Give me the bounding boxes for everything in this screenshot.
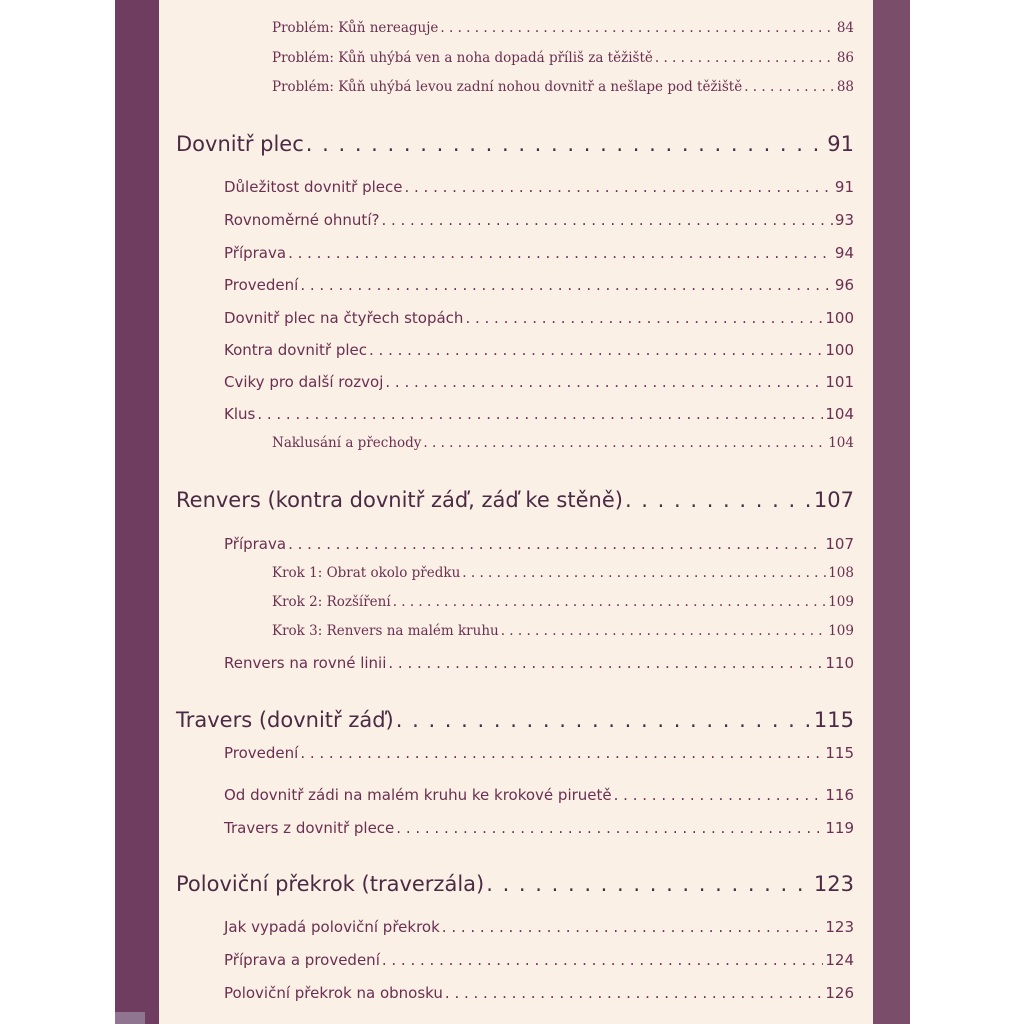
toc-entry-page: 100 bbox=[825, 309, 854, 327]
toc-entry bbox=[224, 178, 854, 196]
toc-entry-page: 93 bbox=[834, 211, 854, 229]
toc-chapter-title: Poloviční překrok (traverzála) bbox=[176, 872, 485, 896]
toc-entry-page: 101 bbox=[825, 373, 854, 391]
toc-chapter-title: Renvers (kontra dovnitř záď, záď ke stěně) bbox=[176, 488, 623, 512]
toc-entry-page: 110 bbox=[825, 654, 854, 672]
toc-entry-page: 86 bbox=[836, 50, 854, 66]
toc-entry-title: Poloviční překrok na obnosku bbox=[224, 984, 443, 1002]
toc-entry-title: Rovnoměrné ohnutí? bbox=[224, 211, 380, 229]
toc-entry-title: Kontra dovnitř plec bbox=[224, 341, 368, 359]
toc-leader-dots bbox=[396, 819, 823, 837]
toc-entry-page: 124 bbox=[825, 951, 854, 969]
right-border-band bbox=[873, 0, 910, 1024]
toc-leader-dots bbox=[614, 786, 824, 804]
toc-leader-dots bbox=[404, 178, 832, 196]
toc-entry-page: 116 bbox=[825, 786, 854, 804]
toc-entry-page: 115 bbox=[825, 744, 854, 762]
toc-chapter-page: 123 bbox=[813, 872, 854, 896]
toc-entry-title: Cviky pro další rozvoj bbox=[224, 373, 384, 391]
toc-entry-page: 108 bbox=[828, 565, 854, 581]
toc-leader-dots bbox=[655, 50, 835, 66]
left-border-band bbox=[115, 0, 159, 1024]
toc-chapter-page: 115 bbox=[813, 708, 854, 732]
toc-entry bbox=[224, 276, 854, 294]
toc-entry-title: Příprava bbox=[224, 244, 287, 262]
toc-entry bbox=[224, 244, 854, 262]
toc-leader-dots bbox=[462, 565, 826, 581]
toc-entry-title: Problém: Kůň nereaguje bbox=[272, 20, 439, 36]
toc-chapter-page: 107 bbox=[813, 488, 854, 512]
toc-entry bbox=[224, 654, 854, 672]
toc-chapter bbox=[176, 132, 854, 156]
toc-entry bbox=[224, 786, 854, 804]
toc-leader-dots bbox=[381, 211, 832, 229]
toc-entry-title: Důležitost dovnitř plece bbox=[224, 178, 403, 196]
toc-entry-page: 100 bbox=[825, 341, 854, 359]
toc-entry-page: 126 bbox=[825, 984, 854, 1002]
toc-entry-page: 88 bbox=[836, 79, 854, 95]
toc-entry-page: 109 bbox=[828, 623, 854, 639]
toc-entry bbox=[224, 211, 854, 229]
toc-entry bbox=[272, 565, 854, 581]
toc-entry bbox=[224, 819, 854, 837]
left-border-tab bbox=[115, 1012, 145, 1024]
toc-entry bbox=[224, 373, 854, 391]
toc-entry-page: 91 bbox=[834, 178, 854, 196]
toc-entry-title: Problém: Kůň uhýbá levou zadní nohou dovnitř a nešlape pod těžiště bbox=[272, 79, 743, 95]
toc-leader-dots bbox=[501, 623, 827, 639]
toc-entry bbox=[224, 984, 854, 1002]
toc-entry bbox=[224, 309, 854, 327]
toc-entry-page: 96 bbox=[834, 276, 854, 294]
toc-entry bbox=[224, 341, 854, 359]
toc-entry bbox=[272, 435, 854, 451]
toc-leader-dots bbox=[388, 654, 823, 672]
toc-entry bbox=[272, 79, 854, 95]
toc-entry bbox=[224, 744, 854, 762]
toc-entry bbox=[224, 918, 854, 936]
toc-leader-dots bbox=[306, 132, 826, 156]
toc-entry-page: 107 bbox=[825, 535, 854, 553]
toc-entry-title: Problém: Kůň uhýbá ven a noha dopadá příliš za těžiště bbox=[272, 50, 653, 66]
toc-chapter bbox=[176, 708, 854, 732]
toc-leader-dots bbox=[440, 20, 834, 36]
toc-leader-dots bbox=[465, 309, 823, 327]
toc-chapter bbox=[176, 872, 854, 896]
toc-leader-dots bbox=[300, 744, 823, 762]
toc-leader-dots bbox=[486, 872, 812, 896]
toc-entry-page: 123 bbox=[825, 918, 854, 936]
toc-entry-title: Provedení bbox=[224, 276, 299, 294]
toc-leader-dots bbox=[385, 373, 823, 391]
toc-leader-dots bbox=[625, 488, 812, 512]
toc-entry-page: 104 bbox=[828, 435, 854, 451]
toc-entry bbox=[272, 594, 854, 610]
toc-leader-dots bbox=[300, 276, 833, 294]
toc-leader-dots bbox=[393, 594, 827, 610]
toc-entry-title: Krok 2: Rozšíření bbox=[272, 594, 391, 610]
toc-leader-dots bbox=[442, 918, 824, 936]
toc-leader-dots bbox=[369, 341, 823, 359]
toc-entry-page: 109 bbox=[828, 594, 854, 610]
toc-entry-page: 104 bbox=[825, 405, 854, 423]
toc-entry-title: Příprava bbox=[224, 535, 287, 553]
toc-entry-title: Naklusání a přechody bbox=[272, 435, 422, 451]
toc-chapter-title: Dovnitř plec bbox=[176, 132, 304, 156]
toc-entry-title: Renvers na rovné linii bbox=[224, 654, 387, 672]
toc-leader-dots bbox=[744, 79, 835, 95]
toc-entry-title: Dovnitř plec na čtyřech stopách bbox=[224, 309, 464, 327]
toc-entry bbox=[272, 20, 854, 36]
toc-leader-dots bbox=[288, 244, 833, 262]
toc-entry bbox=[272, 623, 854, 639]
toc-entry-title: Od dovnitř zádi na malém kruhu ke krokové piruetě bbox=[224, 786, 612, 804]
toc-entry-title: Jak vypadá poloviční překrok bbox=[224, 918, 440, 936]
toc-entry bbox=[224, 535, 854, 553]
toc-leader-dots bbox=[382, 951, 824, 969]
toc-entry-title: Klus bbox=[224, 405, 256, 423]
toc-leader-dots bbox=[445, 984, 823, 1002]
toc-entry-title: Příprava a provedení bbox=[224, 951, 380, 969]
toc-chapter bbox=[176, 488, 854, 512]
toc-leader-dots bbox=[257, 405, 823, 423]
toc-entry bbox=[224, 951, 854, 969]
toc-leader-dots bbox=[423, 435, 826, 451]
toc-entry bbox=[272, 50, 854, 66]
toc-entry-page: 94 bbox=[834, 244, 854, 262]
toc-entry-page: 84 bbox=[836, 20, 854, 36]
toc-leader-dots bbox=[396, 708, 812, 732]
toc-chapter-page: 91 bbox=[827, 132, 854, 156]
toc-entry-title: Krok 3: Renvers na malém kruhu bbox=[272, 623, 499, 639]
toc-leader-dots bbox=[288, 535, 823, 553]
toc-chapter-title: Travers (dovnitř záď) bbox=[176, 708, 394, 732]
toc-entry-title: Krok 1: Obrat okolo předku bbox=[272, 565, 461, 581]
toc-entry-title: Travers z dovnitř plece bbox=[224, 819, 395, 837]
toc-entry-page: 119 bbox=[825, 819, 854, 837]
toc-entry-title: Provedení bbox=[224, 744, 299, 762]
toc-entry bbox=[224, 405, 854, 423]
